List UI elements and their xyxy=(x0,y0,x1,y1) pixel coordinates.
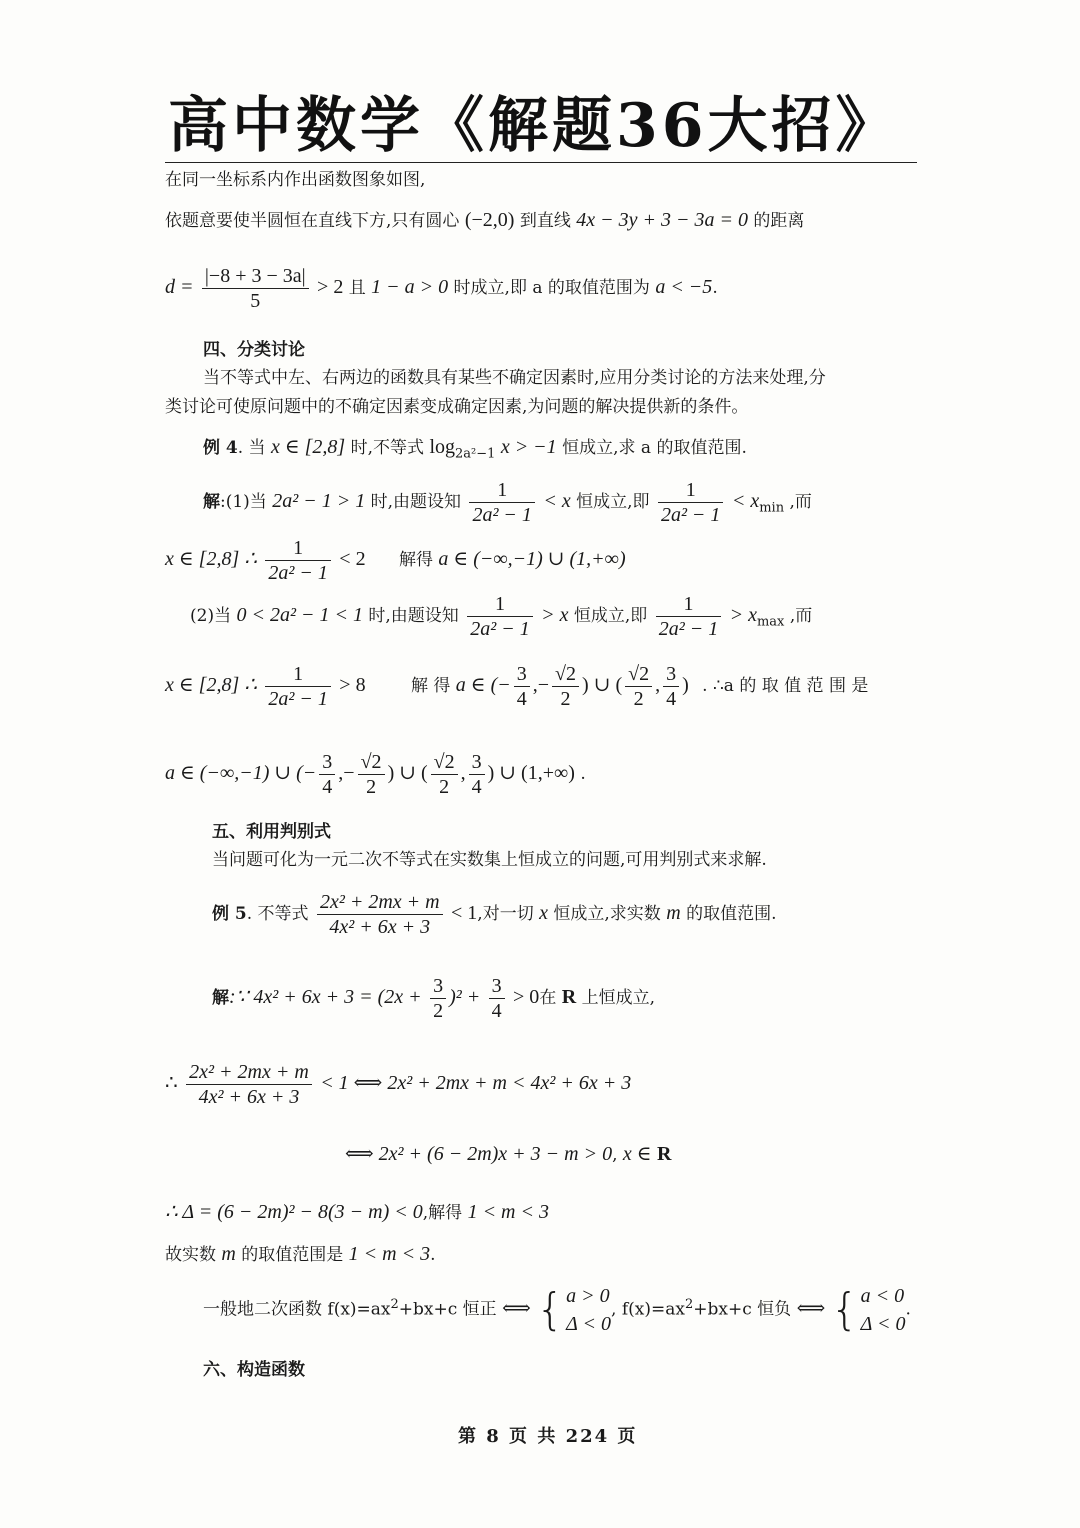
distance-formula: d = $\frac{|-8 + 3 - 3a|}{5}$ > 2 且 1 − a > 0 时成立,即 a 的取值范围为 a < −5. xyxy=(165,265,718,312)
general-rule: 一般地二次函数 $f(x)=ax^2+bx+c$ 恒正 ⟺ { a > 0 Δ < 0 , $f(x)=ax^2+bx+c$ 恒负 ⟺ { a < 0 Δ < 0 . xyxy=(203,1282,911,1338)
section-heading-6: 六、构造函数 xyxy=(203,1360,305,1380)
solution5-line1: 解:∵ 4x² + 6x + 3 = (2x + $\frac{3}{2}$ )² + $\frac{3}{4}$ > 0在 R 上恒成立, xyxy=(212,975,655,1022)
distance-fraction: $\frac{|-8 + 3 - 3a|}{5}$ xyxy=(202,264,309,313)
title-divider xyxy=(165,162,917,163)
section5-para: 当问题可化为一元二次不等式在实数集上恒成立的问题,可用判别式来求解. xyxy=(212,850,767,870)
example-4: 例 4. 当 x ∈ [2,8] 时,不等式 $\log_{2a^2-1} x > -1$ 恒成立,求 a 的取值范围. xyxy=(203,436,747,462)
solution-case1-line2: x ∈ [2,8] ∴ $\frac{1}{\text{2a² − 1}}$ < 2 解得 a ∈ (−∞,−1) ∪ (1,+∞) xyxy=(165,537,626,584)
section4-para-line2: 类讨论可使原问题中的不确定因素变成确定因素,为问题的解决提供新的条件。 xyxy=(165,397,749,417)
paragraph-graph: 在同一坐标系内作出函数图象如图, xyxy=(165,170,426,190)
circle-center: (−2,0) xyxy=(464,209,515,231)
section4-para-line1: 当不等式中左、右两边的函数具有某些不确定因素时,应用分类讨论的方法来处理,分 xyxy=(203,368,826,388)
positive-conditions: a > 0 Δ < 0 xyxy=(566,1285,612,1335)
solution-case2-line1: (2)当 0 < 2a² − 1 < 1 时,由题设知 $\frac{1}{\text{2a² − 1}}$ > x 恒成立,即 $\frac{1}{\text{2a² − 1}}$ > $x_{max}$ ,而 xyxy=(190,593,813,640)
solution-case1-line1: 解:(1)当 2a² − 1 > 1 时,由题设知 $\frac{1}{\text{2a² − 1}}$ < x 恒成立,即 $\frac{1}{\text{2a² − 1}}$ < $x_{min}$ ,而 xyxy=(203,479,812,526)
page-footer: 第 8 页 共 224 页 xyxy=(458,1426,638,1447)
page-title: 高中数学《解题36大招》 xyxy=(168,91,900,161)
section-heading-5: 五、利用判别式 xyxy=(212,822,331,842)
solution-case2-line2: x ∈ [2,8] ∴ $\frac{1}{\text{2a² − 1}}$ > 8 解 得 a ∈ (− $\frac{3}{4}$ ,− $\frac{√2}{2}$ ) ∪ ( $\frac{√2}{2}$ , $\frac{3}{4}$ ) . ∴a 的 取 值 范 围 是 xyxy=(165,663,869,710)
solution5-line4: ∴ Δ = (6 − 2m)² − 8(3 − m) < 0,解得 1 < m < 3 xyxy=(165,1201,549,1223)
solution5-conclusion: 故实数 m 的取值范围是 1 < m < 3. xyxy=(165,1243,436,1265)
solution5-line3: ⟺ 2x² + (6 − 2m)x + 3 − m > 0, x ∈ R xyxy=(345,1143,672,1165)
solution5-line2: ∴ $\frac{\text{2x² + 2mx + m}}{\text{4x² + 6x + 3}}$ < 1 ⟺ 2x² + 2mx + m < 4x² + 6x + 3 xyxy=(165,1061,632,1108)
paragraph-distance-condition: 依题意要使半圆恒在直线下方,只有圆心 (−2,0) 到直线 4x − 3y + 3 − 3a = 0 的距离 xyxy=(165,209,805,231)
range-result: a < −5 xyxy=(655,276,713,298)
left-brace-icon: { xyxy=(830,1284,859,1335)
section-heading-4: 四、分类讨论 xyxy=(203,340,305,360)
left-brace-icon: { xyxy=(536,1284,565,1335)
final-range: a ∈ (−∞,−1) ∪ (− $\frac{3}{4}$ ,− $\frac{√2}{2}$ ) ∪ ( $\frac{√2}{2}$ , $\frac{3}{4}$ ) ∪ (1,+∞) . xyxy=(165,751,586,798)
example-5: 例 5. 不等式 $\frac{\text{2x² + 2mx + m}}{\text{4x² + 6x + 3}}$ < 1,对一切 x 恒成立,求实数 m 的取值范围. xyxy=(212,891,777,938)
line-equation: 4x − 3y + 3 − 3a = 0 xyxy=(576,209,748,231)
negative-conditions: a < 0 Δ < 0 xyxy=(860,1285,906,1335)
